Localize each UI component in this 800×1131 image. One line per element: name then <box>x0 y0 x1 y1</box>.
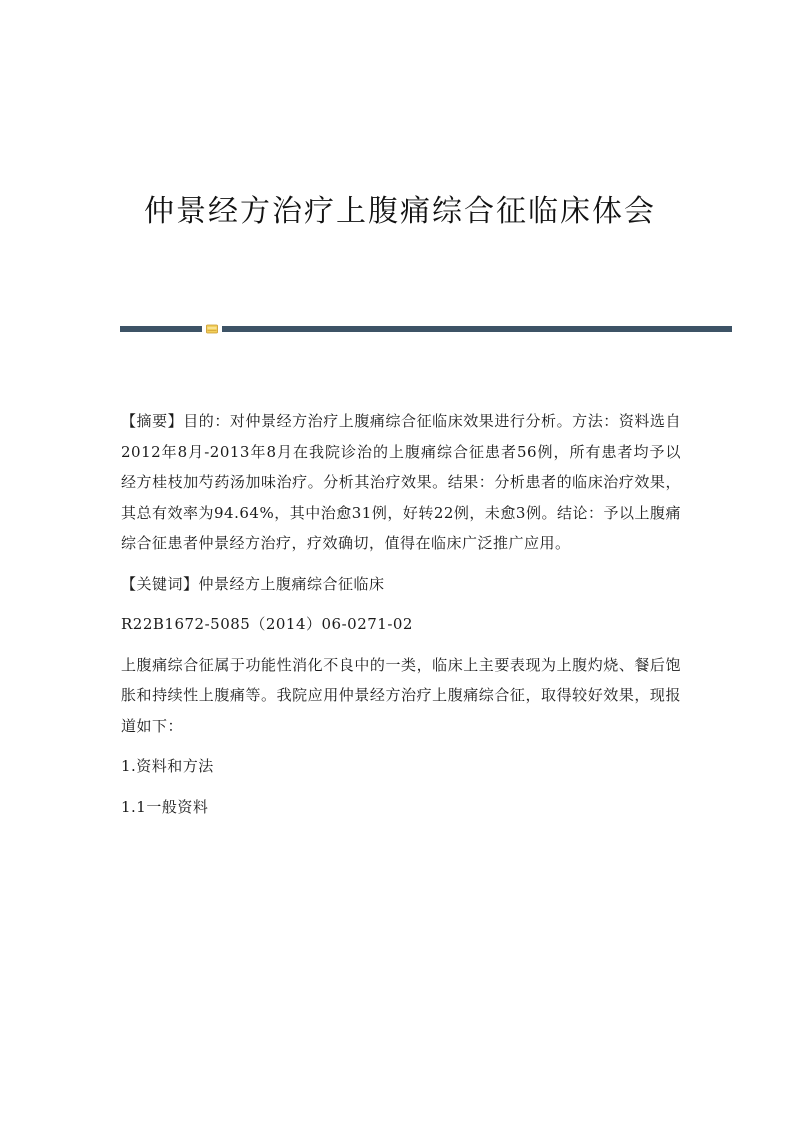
divider-bar-right <box>222 326 732 332</box>
divider-ornament-icon <box>206 324 218 334</box>
section-heading-1: 1.资料和方法 <box>121 757 214 775</box>
intro-paragraph: 上腹痛综合征属于功能性消化不良中的一类，临床上主要表现为上腹灼烧、餐后饱胀和持续性上腹痛等。我院应用仲景经方治疗上腹痛综合征，取得较好效果，现报道如下： <box>121 655 681 735</box>
title-divider <box>120 324 732 334</box>
document-title: 仲景经方治疗上腹痛综合征临床体会 <box>144 194 656 229</box>
document-body <box>121 406 681 822</box>
divider-bar-left <box>120 326 202 332</box>
abstract-paragraph: 【摘要】目的：对仲景经方治疗上腹痛综合征临床效果进行分析。方法：资料选自2012年8月-2013年8月在我院诊治的上腹痛综合征患者56例，所有患者均予以经方桂枝加芍药汤加味治疗。分析其治疗效果。结果：分析患者的临床治疗效果，其总有效率为94.64%，其中治愈31例，好转22例，未愈3例。结论：予以上腹痛综合征患者仲景经方治疗，疗效确切，值得在临床广泛推广应用。 <box>121 412 681 552</box>
section-heading-1-1: 1.1一般资料 <box>121 797 209 816</box>
classification-line: R22B1672-5085（2014）06-0271-02 <box>121 615 413 633</box>
keywords-line: 【关键词】仲景经方上腹痛综合征临床 <box>121 574 385 593</box>
